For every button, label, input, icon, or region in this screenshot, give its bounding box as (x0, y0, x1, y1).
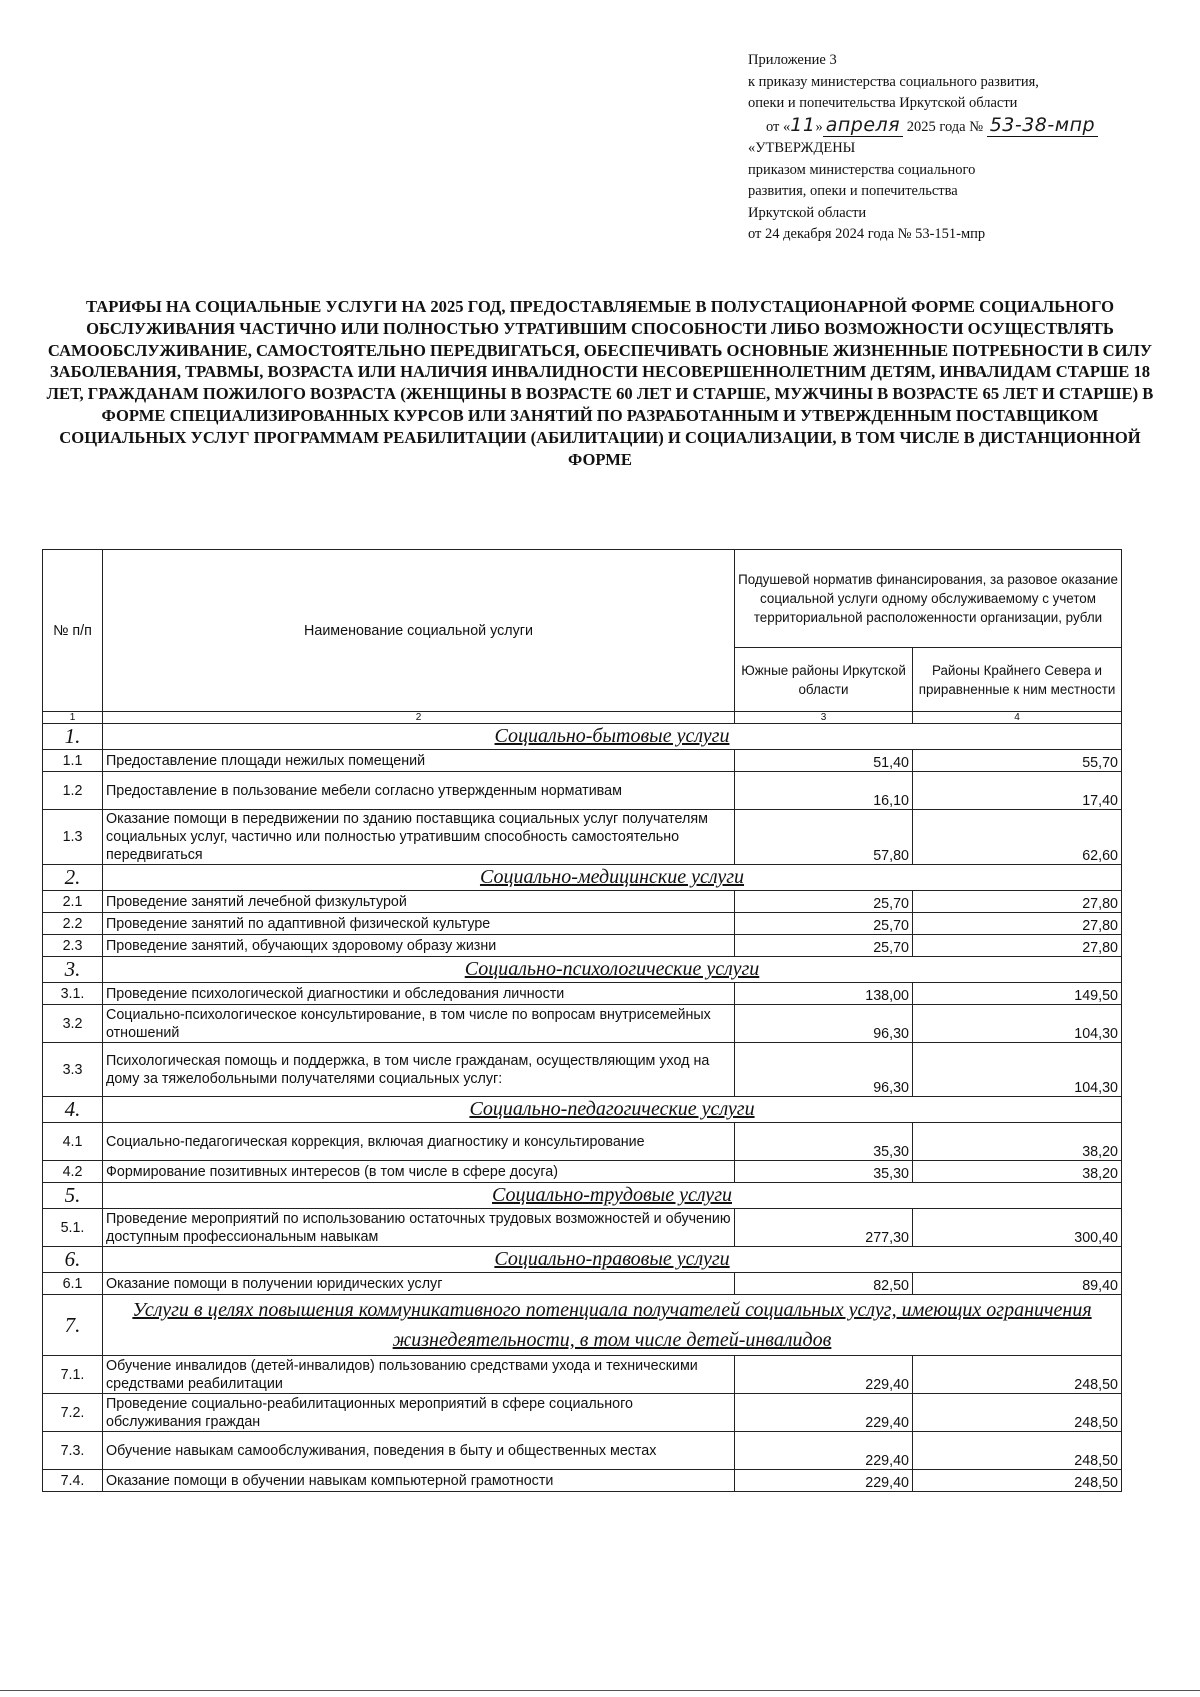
table-row (43, 1394, 1122, 1432)
north-tariff: 89,40 (913, 1273, 1122, 1295)
row-number: 7.2. (43, 1394, 103, 1432)
section-title: Социально-психологические услуги (103, 957, 1122, 983)
table-row (43, 1432, 1122, 1470)
approval-line: Иркутской области (748, 204, 867, 221)
south-tariff: 25,70 (735, 891, 913, 913)
section-row (43, 1097, 1122, 1123)
section-number: 6. (43, 1247, 103, 1273)
south-tariff: 25,70 (735, 913, 913, 935)
approval-line: развития, опеки и попечительства (748, 183, 958, 199)
service-name: Проведение мероприятий по использованию остаточных трудовых возможностей и обучению доступным профессиональным навыкам (103, 1209, 735, 1247)
approval-block (748, 50, 1168, 246)
table-row (43, 913, 1122, 935)
row-number: 3.1. (43, 983, 103, 1005)
service-name: Обучение навыкам самообслуживания, поведения в быту и общественных местах (103, 1432, 735, 1470)
south-tariff: 277,30 (735, 1209, 913, 1247)
service-name: Психологическая помощь и поддержка, в том числе гражданам, осуществляющим уход на дому за тяжелобольными получателями социальных услуг: (103, 1043, 735, 1097)
row-number: 7.3. (43, 1432, 103, 1470)
row-number: 1.2 (43, 772, 103, 810)
approval-line: от 24 декабря 2024 года № 53-151-мпр (748, 226, 986, 242)
south-tariff: 57,80 (735, 810, 913, 865)
row-number: 2.1 (43, 891, 103, 913)
table-row (43, 1043, 1122, 1097)
handwritten-order-number: 53-38-мпр (987, 114, 1098, 137)
table-row (43, 1123, 1122, 1161)
col-south-header: Южные районы Иркутской области (735, 648, 913, 712)
section-row (43, 1183, 1122, 1209)
north-tariff: 27,80 (913, 913, 1122, 935)
north-tariff: 38,20 (913, 1123, 1122, 1161)
table-row (43, 750, 1122, 772)
north-tariff: 17,40 (913, 772, 1122, 810)
table-row (43, 1209, 1122, 1247)
order-ref-line: опеки и попечительства Иркутской области (748, 95, 1018, 111)
north-tariff: 38,20 (913, 1161, 1122, 1183)
service-name: Проведение занятий по адаптивной физической культуре (103, 913, 735, 935)
south-tariff: 229,40 (735, 1470, 913, 1492)
row-number: 5.1. (43, 1209, 103, 1247)
column-index-row (43, 712, 1122, 724)
service-name: Оказание помощи в передвижении по зданию поставщика социальных услуг получателям социальных услуг, частично или полностью утратившим способность самостоятельно передвигаться (103, 810, 735, 865)
north-tariff: 27,80 (913, 935, 1122, 957)
col-num-header: № п/п (43, 550, 103, 712)
approval-line: приказом министерства социального (748, 161, 976, 178)
row-number: 4.1 (43, 1123, 103, 1161)
section-title: Социально-правовые услуги (103, 1247, 1122, 1273)
section-row (43, 957, 1122, 983)
col-name-header: Наименование социальной услуги (103, 550, 735, 712)
south-tariff: 25,70 (735, 935, 913, 957)
south-tariff: 35,30 (735, 1123, 913, 1161)
section-row (43, 1247, 1122, 1273)
south-tariff: 51,40 (735, 750, 913, 772)
table-row (43, 891, 1122, 913)
order-year-text: 2025 года № (906, 118, 984, 135)
row-number: 7.1. (43, 1356, 103, 1394)
north-tariff: 149,50 (913, 983, 1122, 1005)
table-row (43, 1005, 1122, 1043)
row-number: 1.3 (43, 810, 103, 865)
col-north-header: Районы Крайнего Севера и приравненные к ним местности (913, 648, 1122, 712)
appendix-label: Приложение 3 (748, 52, 837, 68)
south-tariff: 229,40 (735, 1432, 913, 1470)
south-tariff: 16,10 (735, 772, 913, 810)
south-tariff: 229,40 (735, 1394, 913, 1432)
table-row (43, 935, 1122, 957)
tariffs-table (42, 549, 1122, 1492)
south-tariff: 96,30 (735, 1005, 913, 1043)
row-number: 4.2 (43, 1161, 103, 1183)
order-date-line (748, 115, 1168, 139)
section-row (43, 724, 1122, 750)
service-name: Социально-педагогическая коррекция, включая диагностику и консультирование (103, 1123, 735, 1161)
north-tariff: 104,30 (913, 1043, 1122, 1097)
north-tariff: 62,60 (913, 810, 1122, 865)
table-row (43, 810, 1122, 865)
section-number: 1. (43, 724, 103, 750)
row-number: 3.2 (43, 1005, 103, 1043)
row-number: 2.2 (43, 913, 103, 935)
north-tariff: 248,50 (913, 1356, 1122, 1394)
service-name: Проведение социально-реабилитационных мероприятий в сфере социального обслуживания граждан (103, 1394, 735, 1432)
section-title: Социально-трудовые услуги (103, 1183, 1122, 1209)
north-tariff: 300,40 (913, 1209, 1122, 1247)
service-name: Проведение психологической диагностики и обследования личности (103, 983, 735, 1005)
section-title: Социально-педагогические услуги (103, 1097, 1122, 1123)
north-tariff: 248,50 (913, 1470, 1122, 1492)
section-title-text: Услуги в целях повышения коммуникативного потенциала получателей социальных услуг, имеющих ограничения жизнедеятельности, в том числе детей-инвалидов (132, 1299, 1092, 1351)
service-name: Оказание помощи в получении юридических услуг (103, 1273, 735, 1295)
column-index: 4 (913, 712, 1122, 724)
page-bottom-rule (0, 1690, 1200, 1691)
row-number: 1.1 (43, 750, 103, 772)
north-tariff: 248,50 (913, 1394, 1122, 1432)
north-tariff: 55,70 (913, 750, 1122, 772)
order-mid: » (815, 118, 823, 135)
north-tariff: 248,50 (913, 1432, 1122, 1470)
table-row (43, 1161, 1122, 1183)
document-title: ТАРИФЫ НА СОЦИАЛЬНЫЕ УСЛУГИ НА 2025 ГОД, ПРЕДОСТАВЛЯЕМЫЕ В ПОЛУСТАЦИОНАРНОЙ ФОРМЕ СОЦИАЛЬНОГО ОБСЛУЖИВАНИЯ ЧАСТИЧНО ИЛИ ПОЛНОСТЬЮ УТРАТИВШИМ СПОСОБНОСТИ ЛИБО ВОЗМОЖНОСТИ ОСУЩЕСТВЛЯТЬ САМООБСЛУЖИВАНИЕ, САМОСТОЯТЕЛЬНО ПЕРЕДВИГАТЬСЯ, ОБЕСПЕЧИВАТЬ ОСНОВНЫЕ ЖИЗНЕННЫЕ ПОТРЕБНОСТИ В СИЛУ ЗАБОЛЕВАНИЯ, ТРАВМЫ, ВОЗРАСТА ИЛИ НАЛИЧИЯ ИНВАЛИДНОСТИ НЕСОВЕРШЕННОЛЕТНИМ ДЕТЯМ, ИНВАЛИДАМ СТАРШЕ 18 ЛЕТ, ГРАЖДАНАМ ПОЖИЛОГО ВОЗРАСТА (ЖЕНЩИНЫ В ВОЗРАСТЕ 60 ЛЕТ И СТАРШЕ, МУЖЧИНЫ В ВОЗРАСТЕ 65 ЛЕТ И СТАРШЕ) В ФОРМЕ СПЕЦИАЛИЗИРОВАННЫХ КУРСОВ ИЛИ ЗАНЯТИЙ ПО РАЗРАБОТАННЫМ И УТВЕРЖДЕННЫМ ПОСТАВЩИКОМ СОЦИАЛЬНЫХ УСЛУГ ПРОГРАММАМ РЕАБИЛИТАЦИИ (АБИЛИТАЦИИ) И СОЦИАЛИЗАЦИИ, В ТОМ ЧИСЛЕ В ДИСТАНЦИОННОЙ ФОРМЕ (46, 297, 1154, 469)
section-number: 5. (43, 1183, 103, 1209)
south-tariff: 138,00 (735, 983, 913, 1005)
south-tariff: 96,30 (735, 1043, 913, 1097)
section-row (43, 865, 1122, 891)
section-title (103, 1295, 1122, 1356)
service-name: Предоставление площади нежилых помещений (103, 750, 735, 772)
column-index: 1 (43, 712, 103, 724)
south-tariff: 82,50 (735, 1273, 913, 1295)
table-row (43, 1273, 1122, 1295)
table-body (43, 724, 1122, 1492)
section-title: Социально-медицинские услуги (103, 865, 1122, 891)
order-prefix: от « (766, 118, 791, 135)
south-tariff: 35,30 (735, 1161, 913, 1183)
table-row (43, 1356, 1122, 1394)
north-tariff: 27,80 (913, 891, 1122, 913)
col-norm-header: Подушевой норматив финансирования, за разовое оказание социальной услуги одному обслуживаемому с учетом территориальной расположенности организации, рубли (735, 550, 1122, 648)
row-number: 6.1 (43, 1273, 103, 1295)
service-name: Формирование позитивных интересов (в том числе в сфере досуга) (103, 1161, 735, 1183)
order-ref-line: к приказу министерства социального развития, (748, 73, 1039, 90)
section-row (43, 1295, 1122, 1356)
column-index: 3 (735, 712, 913, 724)
section-number: 7. (43, 1295, 103, 1356)
handwritten-day: 11 (790, 113, 816, 136)
service-name: Оказание помощи в обучении навыкам компьютерной грамотности (103, 1470, 735, 1492)
approved-label: «УТВЕРЖДЕНЫ (748, 140, 856, 156)
north-tariff: 104,30 (913, 1005, 1122, 1043)
handwritten-month: апреля (823, 114, 903, 137)
table-row (43, 772, 1122, 810)
section-number: 3. (43, 957, 103, 983)
table-row (43, 983, 1122, 1005)
column-index: 2 (103, 712, 735, 724)
south-tariff: 229,40 (735, 1356, 913, 1394)
service-name: Обучение инвалидов (детей-инвалидов) пользованию средствами ухода и техническими средствами реабилитации (103, 1356, 735, 1394)
section-number: 4. (43, 1097, 103, 1123)
section-title: Социально-бытовые услуги (103, 724, 1122, 750)
row-number: 2.3 (43, 935, 103, 957)
header-row (43, 550, 1122, 648)
service-name: Проведение занятий лечебной физкультурой (103, 891, 735, 913)
service-name: Предоставление в пользование мебели согласно утвержденным нормативам (103, 772, 735, 810)
table-row (43, 1470, 1122, 1492)
service-name: Проведение занятий, обучающих здоровому образу жизни (103, 935, 735, 957)
service-name: Социально-психологическое консультирование, в том числе по вопросам внутрисемейных отношений (103, 1005, 735, 1043)
row-number: 3.3 (43, 1043, 103, 1097)
section-number: 2. (43, 865, 103, 891)
row-number: 7.4. (43, 1470, 103, 1492)
